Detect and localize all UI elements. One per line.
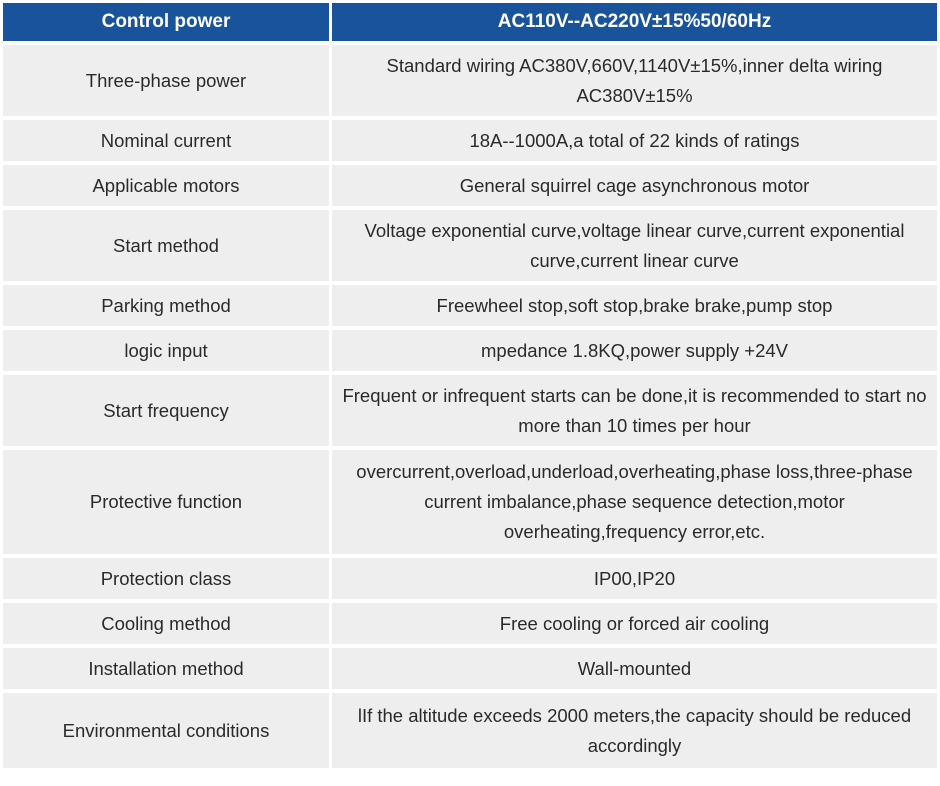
table-row	[3, 648, 937, 693]
table-row	[3, 603, 937, 648]
row-label: Start frequency	[3, 375, 332, 450]
row-value: lIf the altitude exceeds 2000 meters,the capacity should be reduced accordingly	[332, 693, 937, 768]
header-label-cell: Control power	[3, 3, 332, 45]
row-label: Environmental conditions	[3, 693, 332, 768]
table-row	[3, 210, 937, 285]
row-value: 18A--1000A,a total of 22 kinds of ratings	[332, 120, 937, 165]
row-value: Wall-mounted	[332, 648, 937, 693]
row-label: Nominal current	[3, 120, 332, 165]
table-row	[3, 450, 937, 558]
row-label: Start method	[3, 210, 332, 285]
row-label: Cooling method	[3, 603, 332, 648]
table-row	[3, 375, 937, 450]
table-row	[3, 120, 937, 165]
row-label: Applicable motors	[3, 165, 332, 210]
table-row	[3, 693, 937, 768]
table-row	[3, 558, 937, 603]
row-value: Free cooling or forced air cooling	[332, 603, 937, 648]
row-value: overcurrent,overload,underload,overheating,phase loss,three-phase current imbalance,phase sequence detection,motor overheating,frequency error,etc.	[332, 450, 937, 558]
header-value-cell: AC110V--AC220V±15%50/60Hz	[332, 3, 937, 45]
row-label: logic input	[3, 330, 332, 375]
row-label: Parking method	[3, 285, 332, 330]
spec-table	[3, 3, 937, 768]
row-value: IP00,IP20	[332, 558, 937, 603]
table-row	[3, 285, 937, 330]
table-row	[3, 165, 937, 210]
row-value: Freewheel stop,soft stop,brake brake,pump stop	[332, 285, 937, 330]
table-row	[3, 330, 937, 375]
table-row	[3, 45, 937, 120]
row-label: Three-phase power	[3, 45, 332, 120]
row-value: Voltage exponential curve,voltage linear curve,current exponential curve,current linear curve	[332, 210, 937, 285]
table-header-row	[3, 3, 937, 45]
row-label: Installation method	[3, 648, 332, 693]
row-value: Standard wiring AC380V,660V,1140V±15%,inner delta wiring AC380V±15%	[332, 45, 937, 120]
row-value: mpedance 1.8KQ,power supply +24V	[332, 330, 937, 375]
row-label: Protection class	[3, 558, 332, 603]
row-value: Frequent or infrequent starts can be done,it is recommended to start no more than 10 times per hour	[332, 375, 937, 450]
row-value: General squirrel cage asynchronous motor	[332, 165, 937, 210]
row-label: Protective function	[3, 450, 332, 558]
